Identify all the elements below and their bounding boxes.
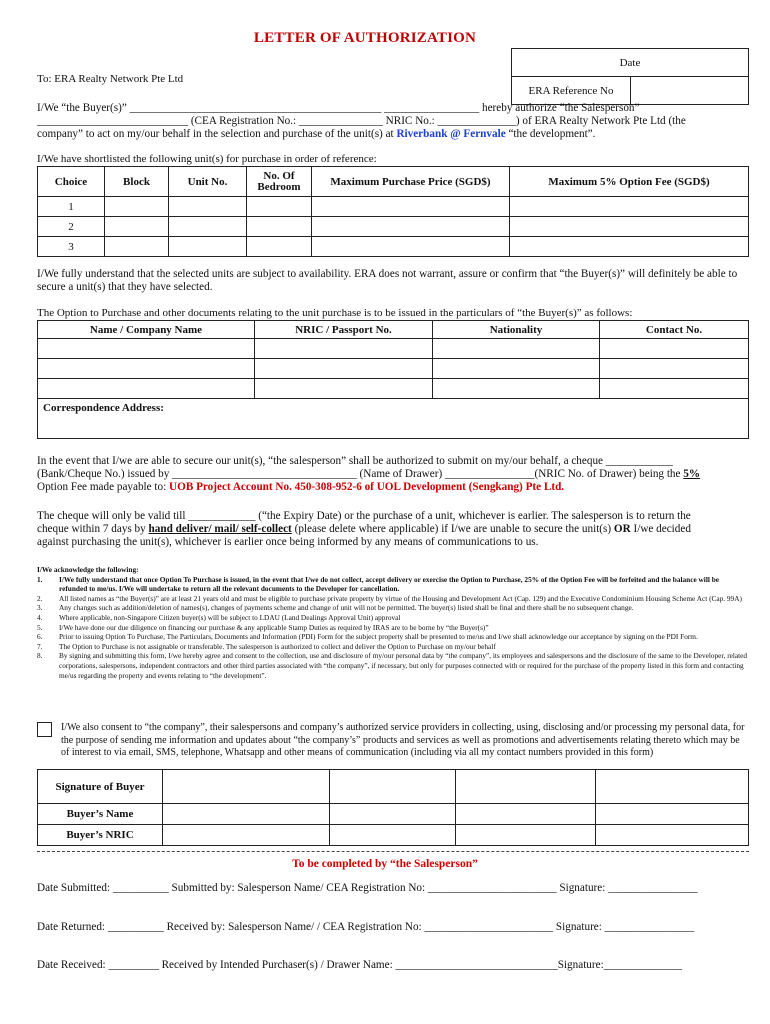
signature-table [37, 769, 749, 846]
price-cell[interactable] [312, 217, 510, 237]
consent-checkbox[interactable] [37, 722, 52, 737]
block-cell[interactable] [105, 217, 169, 237]
bedroom-cell[interactable] [247, 237, 312, 257]
or-text: OR [613, 523, 631, 535]
acknowledgement-number: 7. [37, 641, 43, 651]
acknowledgement-item [37, 623, 749, 633]
cheque-line-2 [37, 468, 749, 481]
unit-cell[interactable] [169, 197, 247, 217]
shortlist-table [37, 166, 749, 257]
particulars-header: Name / Company Name [38, 321, 255, 339]
cheque-line-2-text: (Bank/Cheque No.) issued by _________________________________ (Name of Drawer) ________________(NRIC No. of Drawer) being the [37, 468, 684, 480]
section-divider [37, 851, 749, 852]
buyer-name-field[interactable] [456, 804, 596, 825]
signature-field[interactable] [163, 770, 330, 804]
block-cell[interactable] [105, 237, 169, 257]
validity-line-2 [37, 523, 749, 536]
intro-line-2: ___________________________ (CEA Registration No.: _______________ NRIC No.: ______________) of ERA Realty Network Pte Ltd (the [37, 115, 686, 127]
intro-line-3-text: company” to act on my/our behalf in the selection and purchase of the unit(s) at [37, 128, 397, 140]
nationality-cell[interactable] [433, 339, 600, 359]
delivery-options: hand deliver/ mail/ self-collect [148, 523, 292, 535]
validity-line-1: The cheque will only be valid till ____________ (“the Expiry Date) or the purchase of a unit, whichever is earlier. The salesperson is to return the [37, 510, 691, 522]
signature-field[interactable] [456, 770, 596, 804]
acknowledgement-text: All listed names as “the Buyer(s)” are at least 21 years old and must be eligible to purchase private property by virtue of the Housing and Development Act (Cap. 129) and the Executive Condominium Housing Scheme Act (Cap. 99A) [59, 593, 742, 603]
received-line: Date Received: _________ Received by Intended Purchaser(s) / Drawer Name: _____________________________Signature:______________ [37, 959, 683, 971]
contact-cell[interactable] [600, 359, 749, 379]
buyer-nric-field[interactable] [596, 825, 749, 846]
shortlist-header: Unit No. [169, 167, 247, 197]
validity-paragraph [37, 510, 749, 549]
submitted-line: Date Submitted: __________ Submitted by: Salesperson Name/ CEA Registration No: _______________________ Signature: ________________ [37, 882, 698, 894]
project-account: UOB Project Account No. 450-308-952-6 of UOL Development (Sengkang) Pte Ltd. [169, 481, 565, 493]
shortlist-header: Maximum Purchase Price (SGD$) [312, 167, 510, 197]
buyer-nric-field[interactable] [456, 825, 596, 846]
development-name: Riverbank @ Fernvale [396, 128, 506, 140]
option-fee-cell[interactable] [510, 217, 749, 237]
choice-number: 1 [38, 197, 105, 217]
returned-line: Date Returned: __________ Received by: Salesperson Name/ / CEA Registration No: _______________________ Signature: ________________ [37, 921, 695, 933]
price-cell[interactable] [312, 237, 510, 257]
salesperson-heading: To be completed by “the Salesperson” [292, 858, 478, 870]
shortlist-header: Choice [38, 167, 105, 197]
page-title: LETTER OF AUTHORIZATION [253, 30, 477, 46]
shortlist-header: No. Of Bedroom [247, 167, 312, 197]
intro-line-3-end: “the development”. [505, 128, 596, 140]
recipient-line: To: ERA Realty Network Pte Ltd [37, 73, 184, 85]
availability-text: I/We fully understand that the selected units are subject to availability. ERA does not warrant, assure or confirm that “the Buyer(s)” will definitely be able to secure a unit(s) that they have selected. [37, 268, 738, 293]
date-label: Date [512, 49, 749, 77]
signature-field[interactable] [330, 770, 456, 804]
name-cell[interactable] [38, 359, 255, 379]
validity-line-2-end: I/we decided [630, 523, 691, 535]
era-reference-label: ERA Reference No [512, 77, 631, 105]
bedroom-cell[interactable] [247, 197, 312, 217]
intro-line-1: I/We “the Buyer(s)” _____________________________________________ _________________ hereby authorize “the Salesperson” [37, 102, 640, 114]
option-fee-cell[interactable] [510, 197, 749, 217]
contact-cell[interactable] [600, 379, 749, 399]
acknowledgement-number: 4. [37, 612, 43, 622]
acknowledgement-item [37, 651, 749, 680]
nationality-cell[interactable] [433, 359, 600, 379]
particulars-header: NRIC / Passport No. [255, 321, 433, 339]
acknowledgement-number: 5. [37, 622, 43, 632]
acknowledgement-text: Where applicable, non-Singapore Citizen buyer(s) will be subject to LDAU (Land Dealings Approval Unit) approval [59, 612, 401, 622]
buyer-nric-field[interactable] [163, 825, 330, 846]
validity-line-3: against purchasing the unit(s), whichever is earlier once being informed by any means of communications to us. [37, 536, 539, 548]
nric-cell[interactable] [255, 339, 433, 359]
cheque-line-3-text: Option Fee made payable to: [37, 481, 170, 493]
option-fee-percent: 5% [683, 468, 701, 480]
cheque-paragraph [37, 455, 749, 494]
buyer-nric-label: Buyer’s NRIC [38, 825, 163, 846]
validity-line-2-text: cheque within 7 days by [37, 523, 149, 535]
choice-number: 3 [38, 237, 105, 257]
validity-line-2-mid: (please delete where applicable) if I/we are unable to secure the unit(s) [291, 523, 614, 535]
consent-text: I/We also consent to “the company”, their salespersons and company’s authorized service providers in collecting, using, disclosing and/or processing my personal data, for the purpose of sending me information and updates about “the company’s” products and services as well as promotions and advertisements relating thereto which may be of interest to via email, SMS, telephone, Whatsapp and other means of communication (including via all my contact numbers provided in this form) [61, 722, 745, 758]
table-row [38, 217, 749, 237]
acknowledgement-heading: I/We acknowledge the following: [37, 565, 139, 574]
choice-number: 2 [38, 217, 105, 237]
acknowledgement-item [37, 642, 749, 652]
buyer-name-field[interactable] [163, 804, 330, 825]
acknowledgement-text: By signing and submitting this form, I/we hereby agree and consent to the collection, use and disclosure of my/our personal data by “the company”, its employees and salespersons and the disclosure of the same to the Developer, related corporations, salespersons, independent contractors and other third parties associated with “the company”, if necessary, but only for purposes connected with or required for the purchase of the property listed in this form and contacting me/us regarding the property and events relating to “the development”. [59, 651, 748, 680]
acknowledgement-text: Prior to issuing Option To Purchase, The Particulars, Documents and Information (PDI) Form for the subject property shall be presented to me/us and I/we shall acknowledge our acceptance by signing on the PDI Form. [59, 632, 698, 642]
acknowledgement-number: 1. [37, 574, 43, 584]
table-row [38, 379, 749, 399]
acknowledgement-text: The Option to Purchase is not assignable or transferable. The salesperson is authorized to collect and deliver the Option to Purchase on my/our behalf [59, 641, 496, 651]
acknowledgement-item [37, 613, 749, 623]
nric-cell[interactable] [255, 379, 433, 399]
acknowledgement-item [37, 603, 749, 613]
table-row [38, 197, 749, 217]
buyer-name-field[interactable] [596, 804, 749, 825]
acknowledgement-text: I/We fully understand that once Option To Purchase is issued, in the event that I/we do not collect, accept delivery or exercise the Option to Purchase, 25% of the Option Fee will be forfeited and the balance will be refunded to me/us. I/We will undertake to return all the relevant documents to the Developer for cancellation. [59, 574, 720, 594]
block-cell[interactable] [105, 197, 169, 217]
intro-paragraph [37, 102, 749, 141]
acknowledgement-number: 8. [37, 651, 43, 661]
particulars-table [37, 320, 749, 439]
unit-cell[interactable] [169, 237, 247, 257]
acknowledgement-list [37, 575, 749, 681]
shortlist-header: Block [105, 167, 169, 197]
acknowledgement-text: I/We have done our due diligence on financing our purchase & any applicable Stamp Duties as required by IRAS are to be borne by “the Buyer(s)” [59, 622, 489, 632]
date-reference-box [511, 48, 749, 105]
contact-cell[interactable] [600, 339, 749, 359]
acknowledgement-item [37, 632, 749, 642]
option-fee-cell[interactable] [510, 237, 749, 257]
name-cell[interactable] [38, 379, 255, 399]
buyer-nric-field[interactable] [330, 825, 456, 846]
acknowledgement-text: Any changes such as addition/deletion of names(s), changes of payments scheme and change of unit will not be permitted. The buyer(s) listed shall be final and there shall be no subsequent change. [59, 603, 634, 613]
unit-cell[interactable] [169, 217, 247, 237]
cheque-line-1: In the event that I/we are able to secure our unit(s), “the salesperson” shall be authorized to submit on my/our behalf, a cheque ____________ [37, 455, 673, 467]
correspondence-address-label: Correspondence Address: [43, 402, 164, 414]
acknowledgement-number: 2. [37, 593, 43, 603]
table-row [38, 339, 749, 359]
signature-label: Signature of Buyer [38, 770, 163, 804]
price-cell[interactable] [312, 197, 510, 217]
nric-cell[interactable] [255, 359, 433, 379]
acknowledgement-section [37, 565, 749, 680]
cheque-line-3 [37, 481, 749, 494]
table-row [38, 359, 749, 379]
shortlist-heading: I/We have shortlisted the following unit(s) for purchase in order of reference: [37, 153, 377, 165]
intro-line-3 [37, 128, 749, 141]
name-cell[interactable] [38, 339, 255, 359]
particulars-heading: The Option to Purchase and other documents relating to the unit purchase is to be issued in the particulars of “the Buyer(s)” as follows: [37, 307, 633, 319]
acknowledgement-item [37, 575, 749, 594]
acknowledgement-item [37, 594, 749, 604]
acknowledgement-number: 6. [37, 632, 43, 642]
particulars-header: Contact No. [600, 321, 749, 339]
correspondence-address-field[interactable] [38, 399, 749, 439]
buyer-name-label: Buyer’s Name [38, 804, 163, 825]
era-reference-field[interactable] [631, 77, 749, 105]
buyer-name-field[interactable] [330, 804, 456, 825]
acknowledgement-number: 3. [37, 603, 43, 613]
nationality-cell[interactable] [433, 379, 600, 399]
bedroom-cell[interactable] [247, 217, 312, 237]
particulars-header: Nationality [433, 321, 600, 339]
signature-field[interactable] [596, 770, 749, 804]
shortlist-header: Maximum 5% Option Fee (SGD$) [510, 167, 749, 197]
table-row [38, 237, 749, 257]
